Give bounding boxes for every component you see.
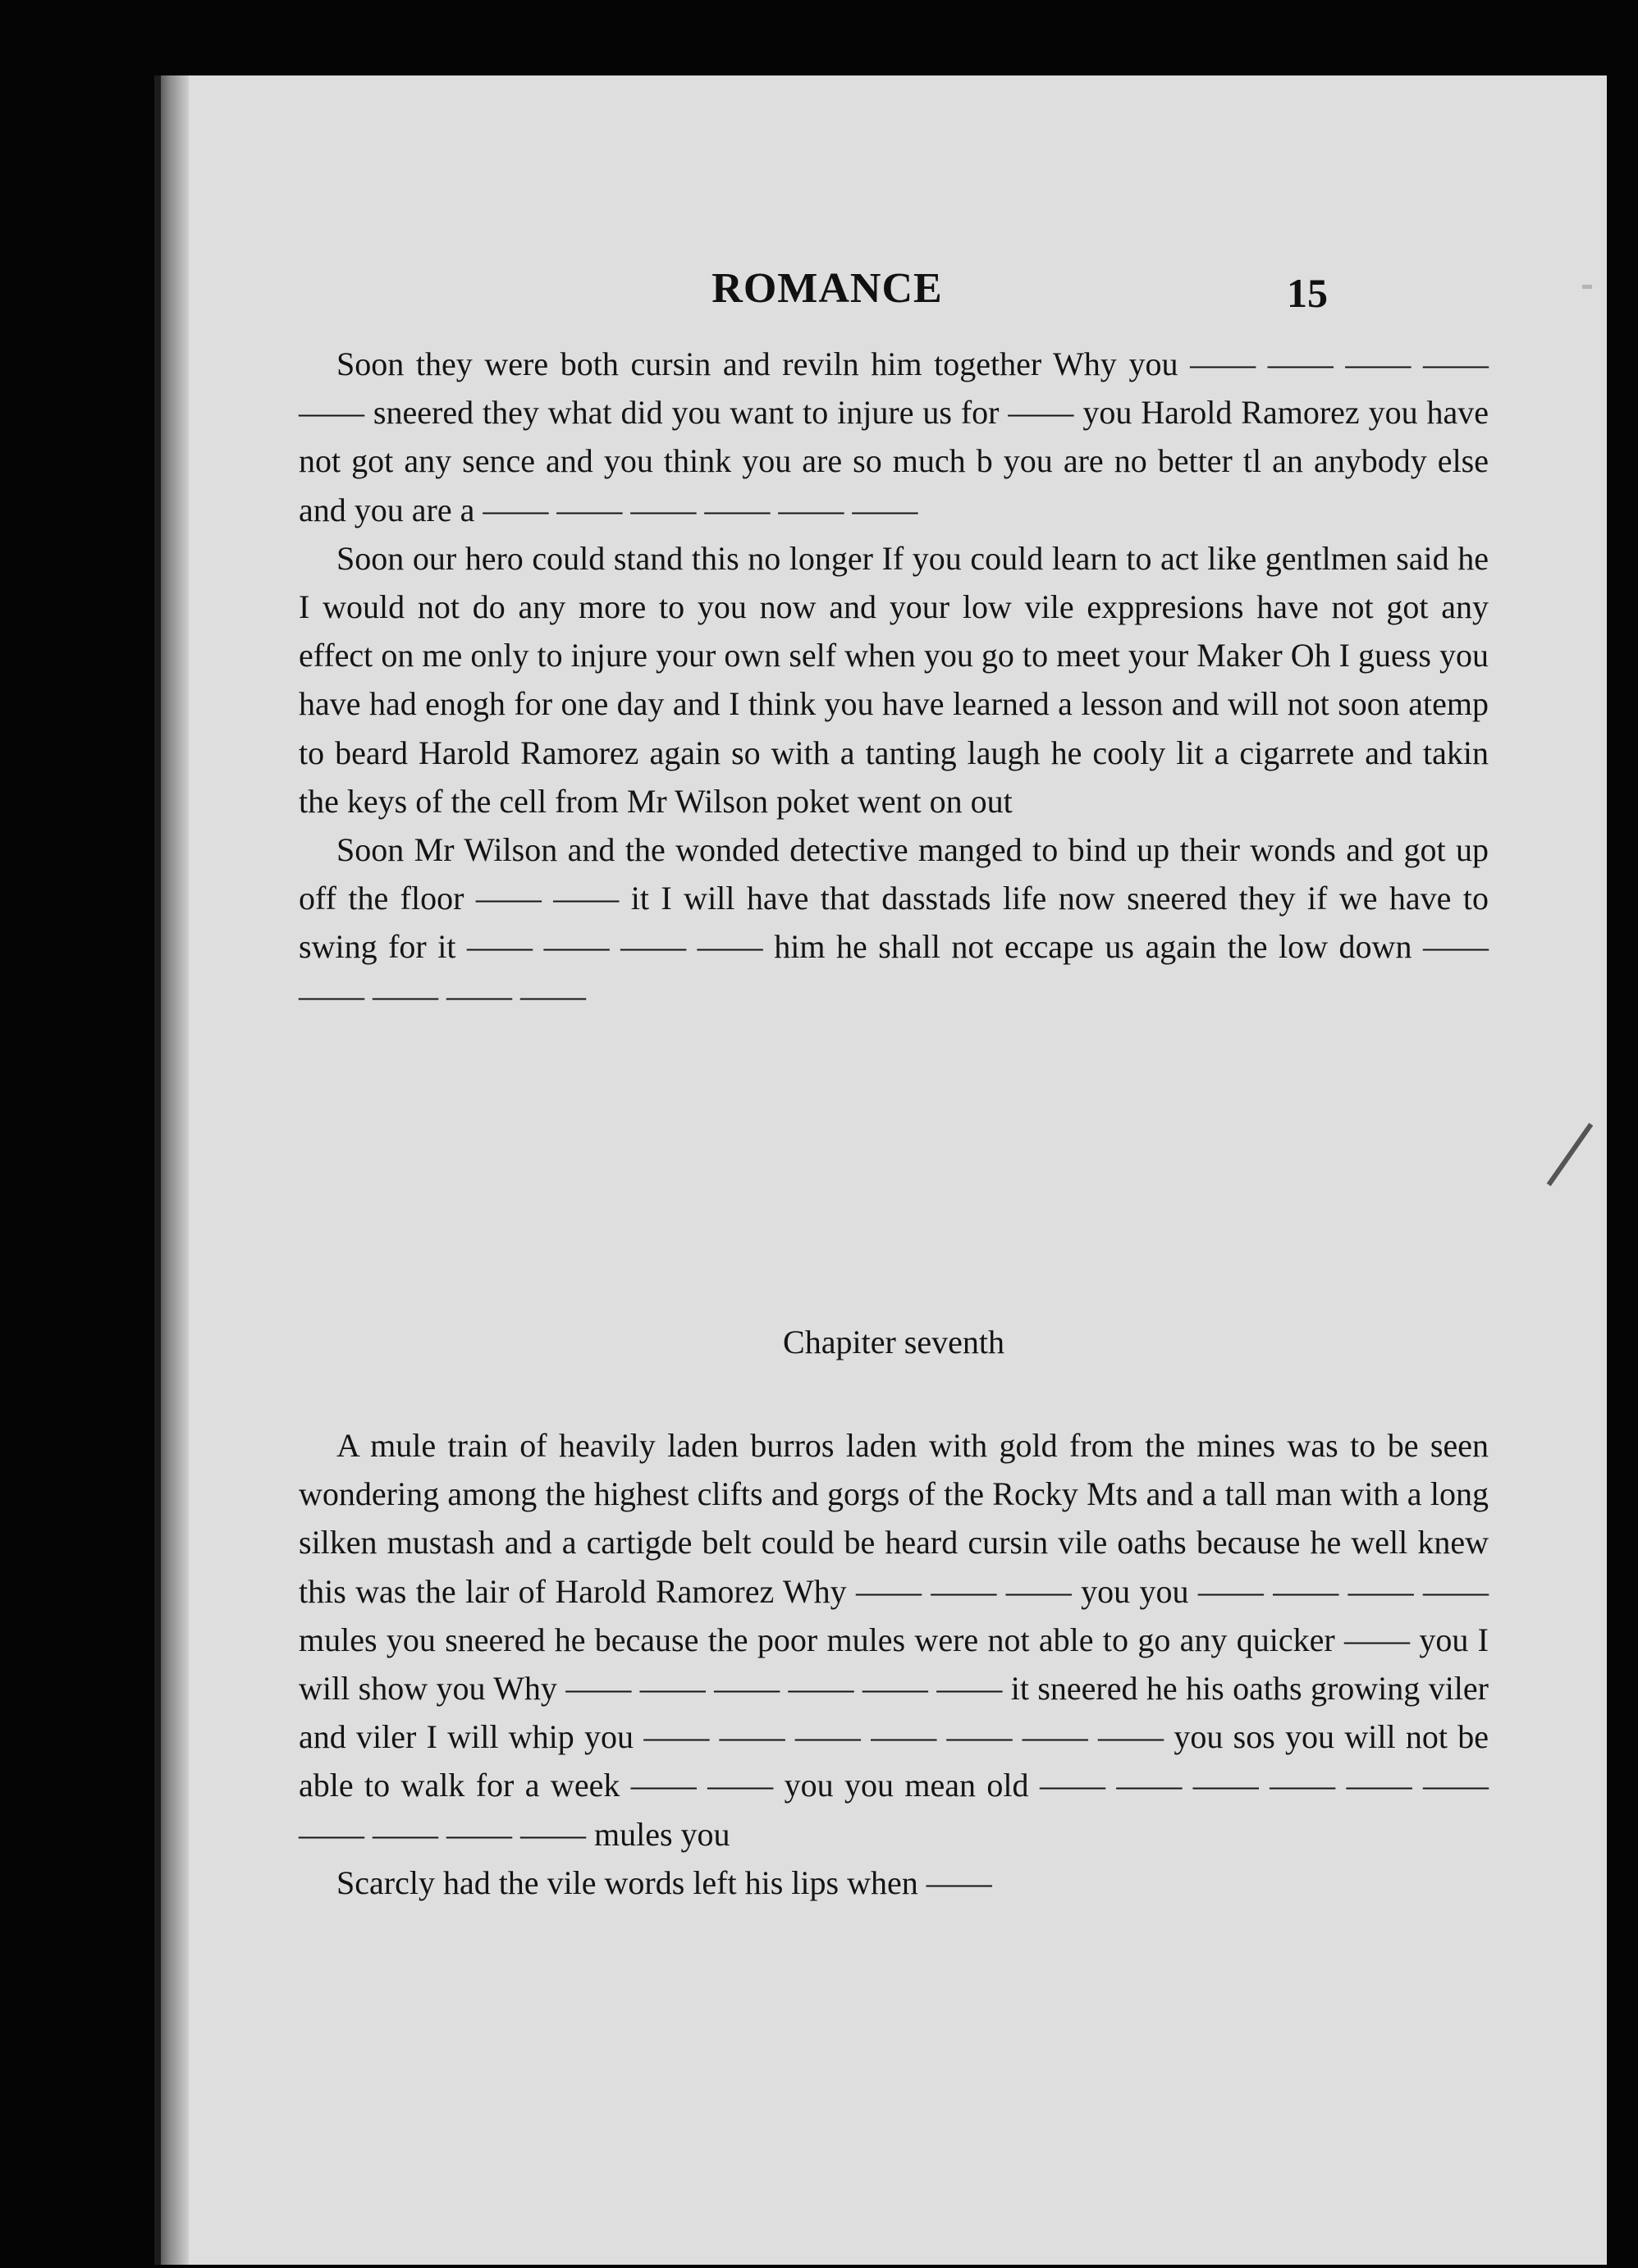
- page-number: 15: [1287, 270, 1328, 316]
- paragraph: Soon they were both cursin and reviln him together Why you —— —— —— —— —— sneered they what did you want to injure us for —— you Harold Ramorez you have not got any sence and you think you are so much b you are no better tl an anybody else and you are a —— —— —— —— —— ——: [299, 345, 1489, 528]
- scan-mark: [1547, 1123, 1594, 1186]
- paragraph: Scarcly had the vile words left his lips when ——: [336, 1863, 992, 1901]
- text-block-chapter-seventh: [299, 1421, 1489, 1907]
- running-title: ROMANCE: [711, 265, 943, 312]
- book-page: [154, 75, 1607, 2265]
- text-block-before-chapter: [299, 340, 1489, 1020]
- paragraph: Soon our hero could stand this no longer If you could learn to act like gentlmen said he I would not do any more to you now and your low vile exppresions have not got any effect on me only to injure your own self when you go to meet your Maker Oh I guess you have had enogh for one day and I think you have learned a lesson and will not soon atemp to beard Harold Ramorez again so with a tanting laugh he cooly lit a cigarrete and takin the keys of the cell from Mr Wilson poket went on out: [299, 539, 1489, 820]
- paragraph: A mule train of heavily laden burros laden with gold from the mines was to be seen wondering among the highest clifts and gorgs of the Rocky Mts and a tall man with a long silken mustash and a cartigde belt could be heard cursin vile oaths because he well knew this was the lair of Harold Ramorez Why —— —— —— you you —— —— —— —— mules you sneered he because the poor mules were not able to go any quicker —— you I will show you Why —— —— —— —— —— —— it sneered he his oaths growing viler and viler I will whip you —— —— —— —— —— —— —— you sos you will not be able to walk for a week —— —— you you mean old —— —— —— —— —— —— —— —— —— —— mules you: [299, 1427, 1489, 1853]
- paragraph: Soon Mr Wilson and the wonded detective manged to bind up their wonds and got up off the floor —— —— it I will have that dasstads life now sneered they if we have to swing for it —— —— —— —— him he shall not eccape us again the low down —— —— —— —— ——: [299, 831, 1489, 1014]
- running-head: [154, 264, 1607, 330]
- chapter-heading: Chapiter seventh: [783, 1324, 1004, 1360]
- page-binding-edge: [154, 75, 161, 2265]
- scan-speck: [1582, 285, 1592, 289]
